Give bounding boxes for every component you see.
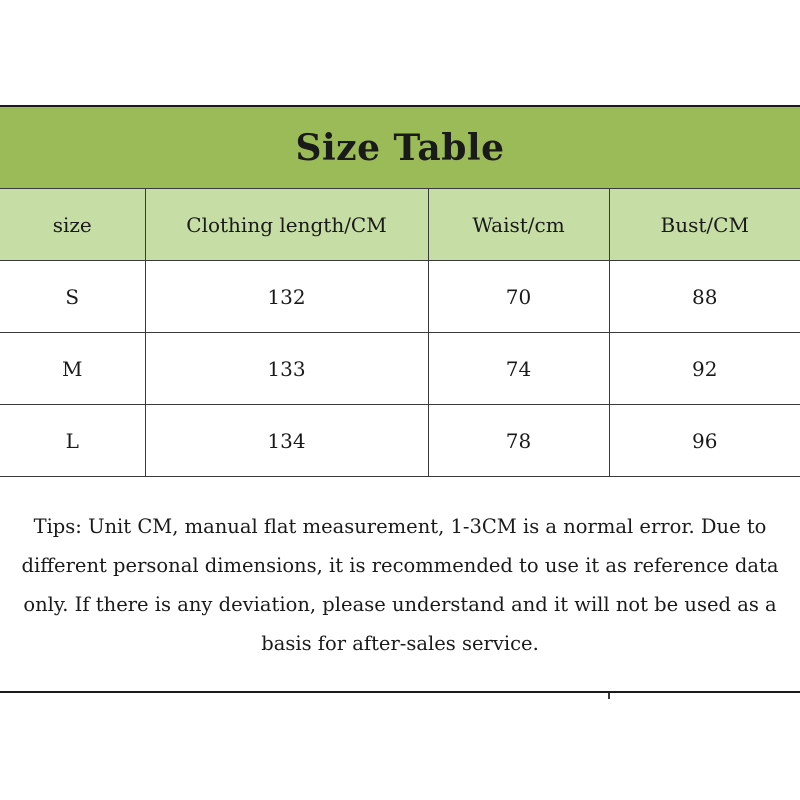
cell-clothing-length: 132 [145,261,428,333]
header-clothing-length: Clothing length/CM [145,189,428,261]
cell-clothing-length: 134 [145,405,428,477]
cell-bust: 88 [609,261,800,333]
table-row-l [0,405,800,477]
size-chart-sheet [0,105,800,693]
header-waist: Waist/cm [428,189,609,261]
cell-size: M [0,333,145,405]
size-table-title: Size Table [295,126,505,169]
title-bar [0,107,800,189]
header-bust: Bust/CM [609,189,800,261]
tips-note: Tips: Unit CM, manual flat measurement, 1-3CM is a normal error. Due to different personal dimensions, it is recommended to use it as reference data only. If there is any deviation, please understand and it will not be used as a basis for after-sales service. [21,515,779,655]
cell-bust: 96 [609,405,800,477]
table-header-row [0,189,800,261]
table-row-s [0,261,800,333]
cell-waist: 74 [428,333,609,405]
size-table [0,189,800,477]
cell-clothing-length: 133 [145,333,428,405]
cell-size: S [0,261,145,333]
header-size: size [0,189,145,261]
cell-waist: 78 [428,405,609,477]
cell-size: L [0,405,145,477]
cell-waist: 70 [428,261,609,333]
cell-bust: 92 [609,333,800,405]
border-tick [608,693,610,699]
table-row-m [0,333,800,405]
